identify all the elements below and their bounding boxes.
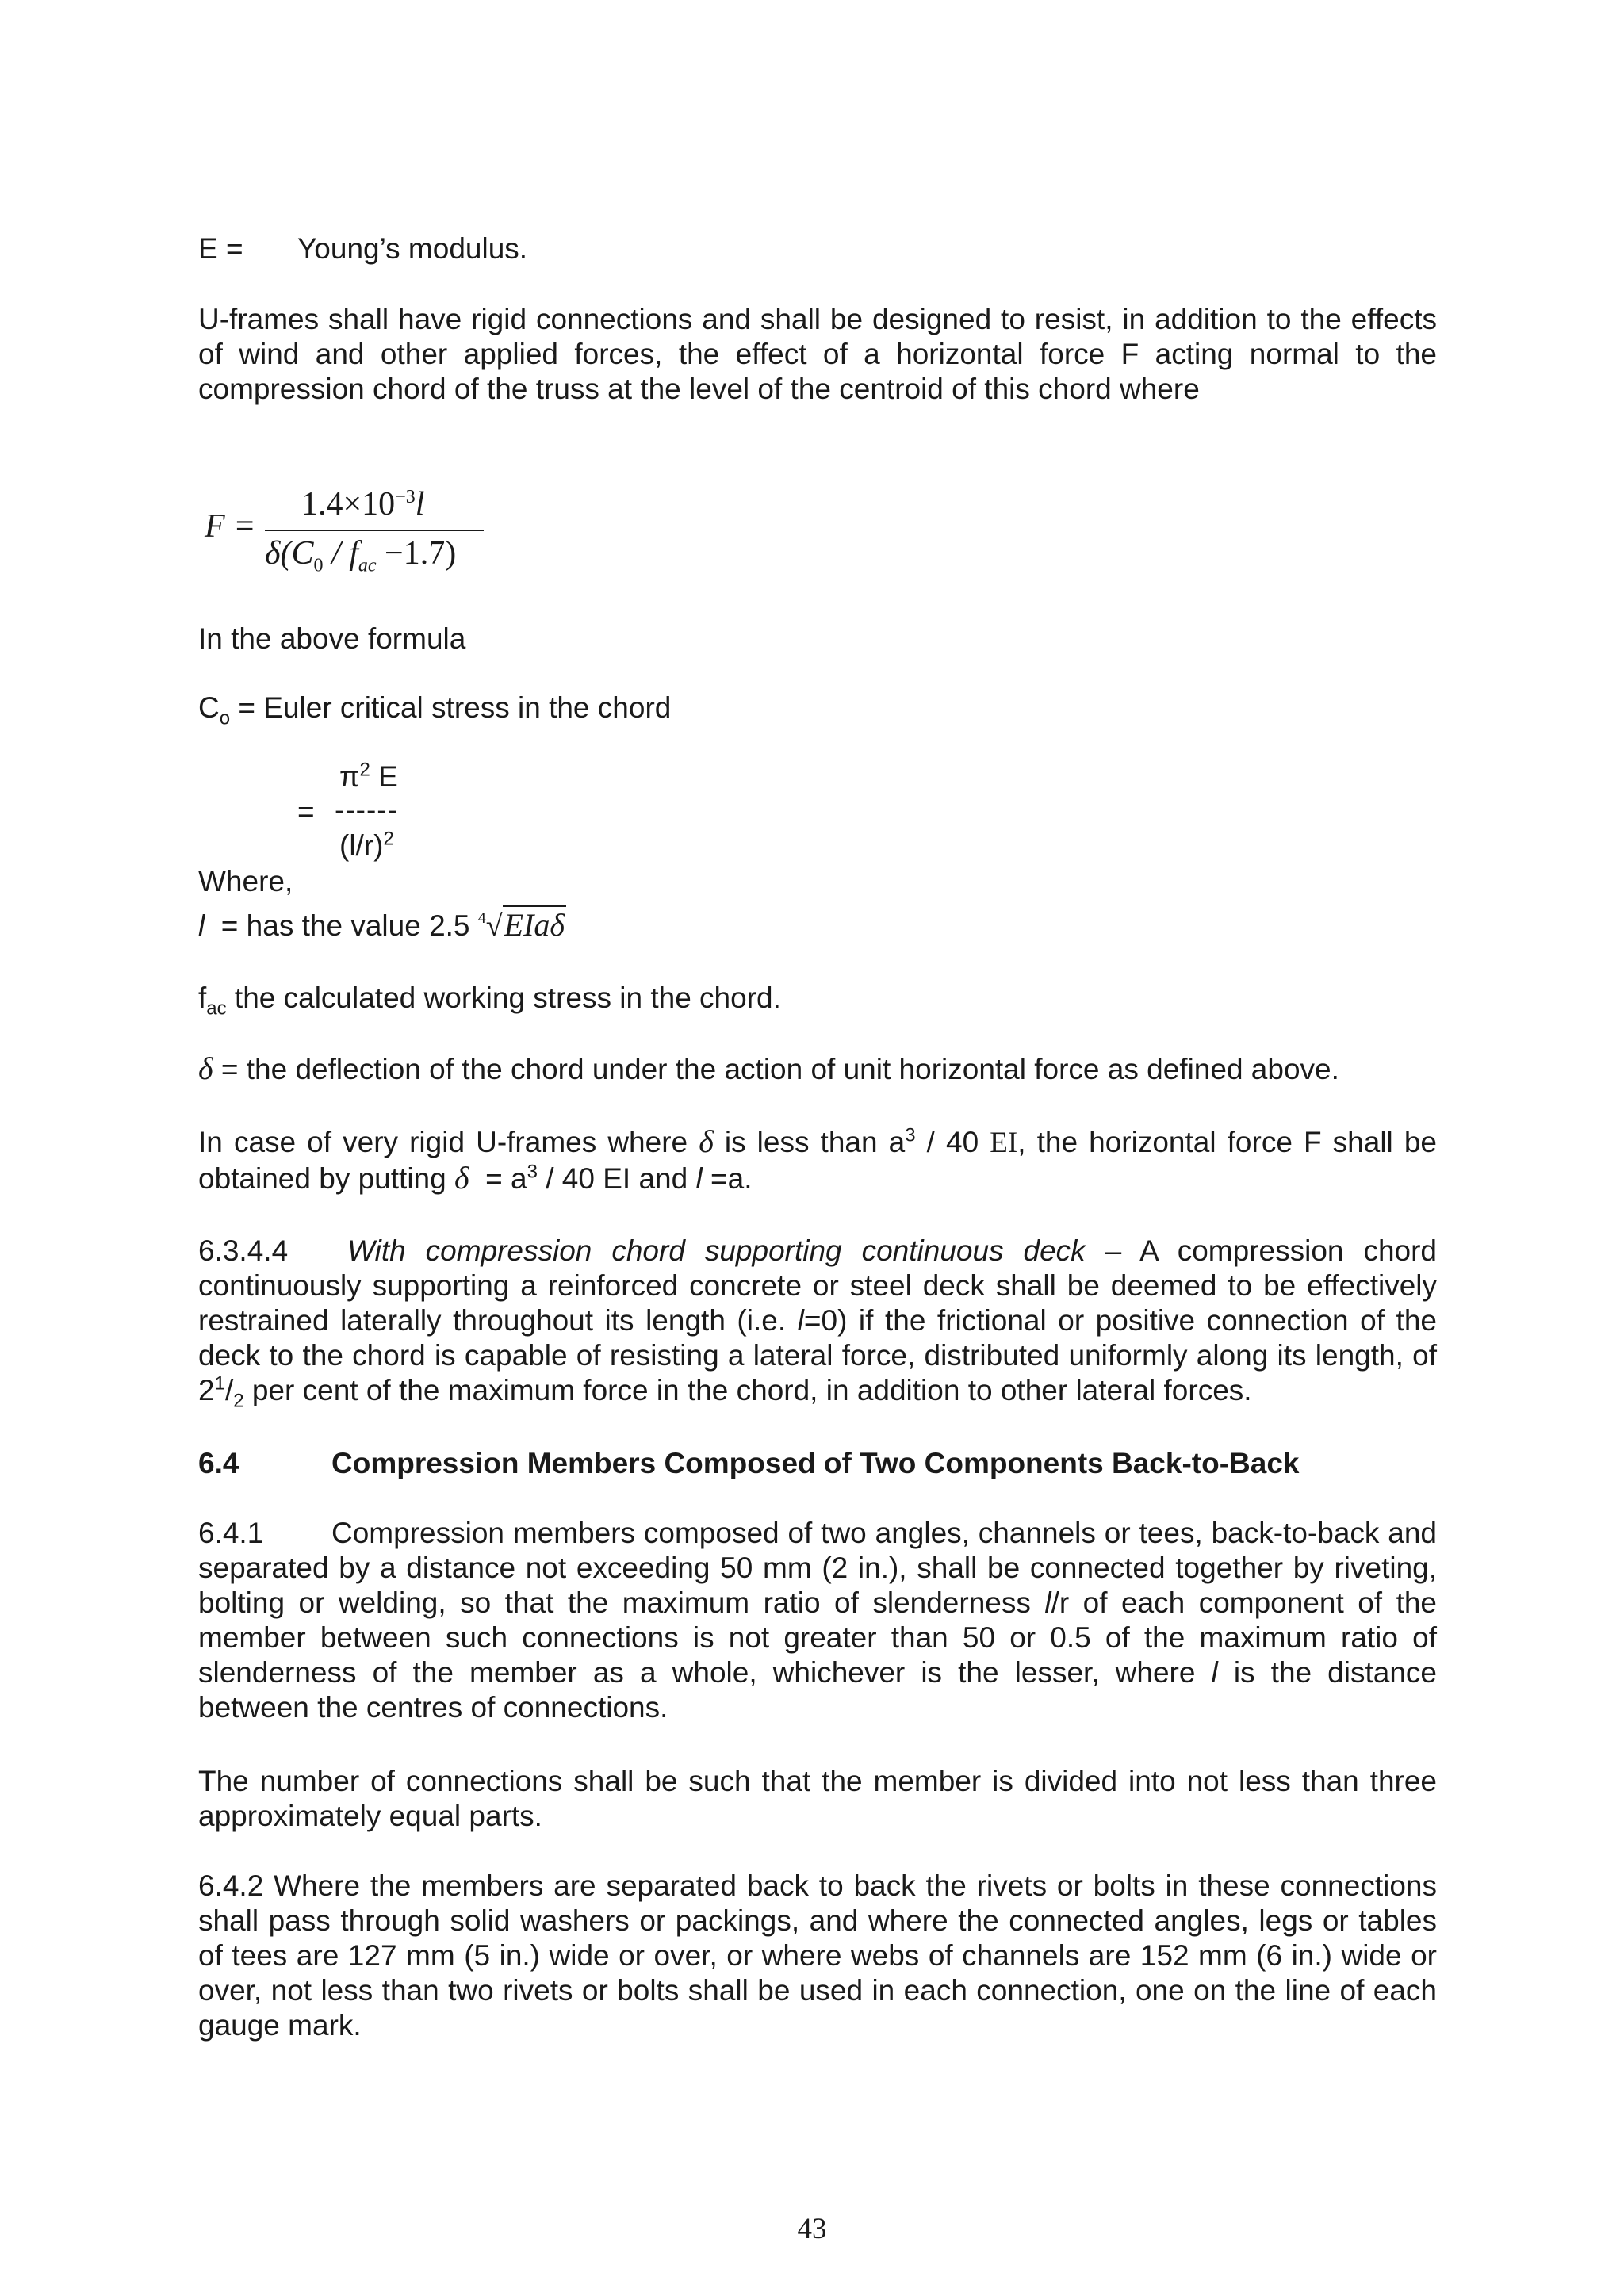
formula-f-fraction-bar <box>265 530 484 531</box>
euler-dash-line: ------ <box>335 794 398 826</box>
fac-symbol: f <box>198 982 207 1014</box>
euler-den-exponent: 2 <box>383 828 394 850</box>
section-641-l2: l <box>1211 1656 1218 1689</box>
formula-f-denominator <box>265 534 457 576</box>
rigid-p3: / 40 <box>915 1126 990 1158</box>
rigid-p7: =a. <box>702 1162 753 1195</box>
l-text: = has the value 2.5 <box>205 909 478 942</box>
section-6344-l: l <box>797 1304 804 1337</box>
delta-definition <box>198 1051 1437 1087</box>
fraction-sup: 1 <box>214 1372 225 1395</box>
denominator-open: δ(C <box>265 535 314 572</box>
root-index: 4 <box>477 909 486 927</box>
co-subscript: o <box>219 707 231 729</box>
radical-icon: √ <box>485 909 503 943</box>
denominator-sub-zero: 0 <box>313 555 324 576</box>
euler-denominator <box>339 828 394 863</box>
rigid-exp1: 3 <box>905 1124 916 1146</box>
page-number: 43 <box>797 2213 827 2245</box>
l-symbol: l <box>198 909 205 942</box>
l-definition <box>198 908 1437 948</box>
denominator-sub-ac: ac <box>358 555 377 576</box>
numerator-exponent: −3 <box>395 487 416 507</box>
young-label: E = <box>198 232 243 265</box>
rigid-delta2: δ <box>454 1160 469 1196</box>
euler-den-text: (l/r) <box>339 829 384 862</box>
formula-f-numerator <box>301 485 424 523</box>
delta-symbol: δ <box>198 1050 213 1086</box>
rigid-p6: / 40 EI and <box>537 1162 696 1195</box>
section-641-text2: /r of each component of the member between such connections is not greater than 50 or 0.5 of the maximum ratio of slenderness of the member as a whole, whichever is the lesser, where <box>198 1586 1438 1689</box>
co-symbol: C <box>198 691 220 724</box>
connections-paragraph: The number of connections shall be such that the member is divided into not less than three approximately equal parts. <box>198 1765 1437 1832</box>
where-label: Where, <box>198 865 293 897</box>
fac-definition <box>198 981 1437 1020</box>
denominator-close: −1.7) <box>376 535 457 572</box>
section-641-l1: l <box>1044 1586 1051 1619</box>
fac-text: the calculated working stress in the chord. <box>226 982 781 1014</box>
delta-text: = the deflection of the chord under the action of unit horizontal force as defined above. <box>213 1053 1339 1085</box>
section-6344-text1: – A compression chord continuously supporting a reinforced concrete or steel deck shall be deemed to be effectively restrained laterally throughout its length (i.e. <box>198 1234 1437 1337</box>
section-641-text1: Compression members composed of two angles, channels or tees, back-to-back and separated by a distance not exceeding 50 mm (2 in.), shall be connected together by riveting, bolting or welding, so that the maximum ratio of slenderness <box>198 1517 1437 1619</box>
heading-number: 6.4 <box>198 1447 239 1479</box>
rigid-p5: = a <box>469 1162 527 1195</box>
section-6344-paragraph <box>198 1234 1437 1412</box>
section-6344-number: 6.3.4.4 <box>198 1234 289 1267</box>
euler-numerator <box>339 760 398 794</box>
formula-f-lhs: F = <box>205 508 256 545</box>
rigid-ei: EI <box>990 1127 1018 1159</box>
rigid-delta1: δ <box>699 1123 714 1159</box>
rigid-p4: , the horizontal force F shall be obtained by putting <box>198 1126 1437 1195</box>
numerator-text: 1.4×10 <box>301 486 396 522</box>
rigid-l: l <box>695 1162 703 1195</box>
section-641-number: 6.4.1 <box>198 1517 264 1549</box>
rigid-p2: is less than a <box>713 1126 906 1158</box>
above-formula-text: In the above formula <box>198 622 466 655</box>
fraction-sub: 2 <box>233 1390 244 1412</box>
co-definition <box>198 691 1437 729</box>
section-6344-text3: per cent of the maximum force in the chord, in addition to other lateral forces. <box>243 1374 1252 1406</box>
uframes-paragraph: U-frames shall have rigid connections and shall be designed to resist, in addition to the effects of wind and other applied forces, the effect of a horizontal force F acting normal to the compression chord of the truss at the level of the centroid of this chord where <box>198 303 1437 405</box>
young-text: Young’s modulus. <box>297 232 528 265</box>
fraction-slash: / <box>224 1374 234 1406</box>
section-641-paragraph <box>198 1516 1437 1725</box>
euler-pi-exponent: 2 <box>359 759 370 781</box>
heading-title: Compression Members Composed of Two Components Back-to-Back <box>331 1447 1300 1479</box>
numerator-var: l <box>415 486 425 522</box>
denominator-mid: / f <box>323 535 358 572</box>
fac-subscript: ac <box>206 997 227 1020</box>
rigid-exp2: 3 <box>527 1161 538 1183</box>
root-body: EIaδ <box>504 907 565 943</box>
section-6344-title: With compression chord supporting continuous deck <box>347 1234 1086 1267</box>
section-642-paragraph: 6.4.2 Where the members are separated back to back the rivets or bolts in these connections shall pass through solid washers or packings, and where the connected angles, legs or tables of tees are 127 mm (5 in.) wide or over, or where webs of channels are 152 mm (6 in.) wide or over, not less than two rivets or bolts shall be used in each connection, one on the line of each gauge mark. <box>198 1869 1437 2042</box>
rigid-p1: In case of very rigid U-frames where <box>198 1126 699 1158</box>
young-modulus-line <box>198 232 1437 266</box>
section-6-4-heading <box>198 1446 1437 1481</box>
euler-e: E <box>370 760 398 793</box>
euler-equals: = <box>297 795 315 828</box>
section-641-text3: is the distance between the centres of connections. <box>198 1656 1437 1724</box>
rigid-uframes-paragraph <box>198 1124 1437 1196</box>
co-text: = Euler critical stress in the chord <box>230 691 672 724</box>
euler-pi: π <box>339 760 360 793</box>
section-6344-text2: =0) if the frictional or positive connection of the deck to the chord is capable of resisting a lateral force, distributed uniformly along its length, of 2 <box>198 1304 1437 1406</box>
